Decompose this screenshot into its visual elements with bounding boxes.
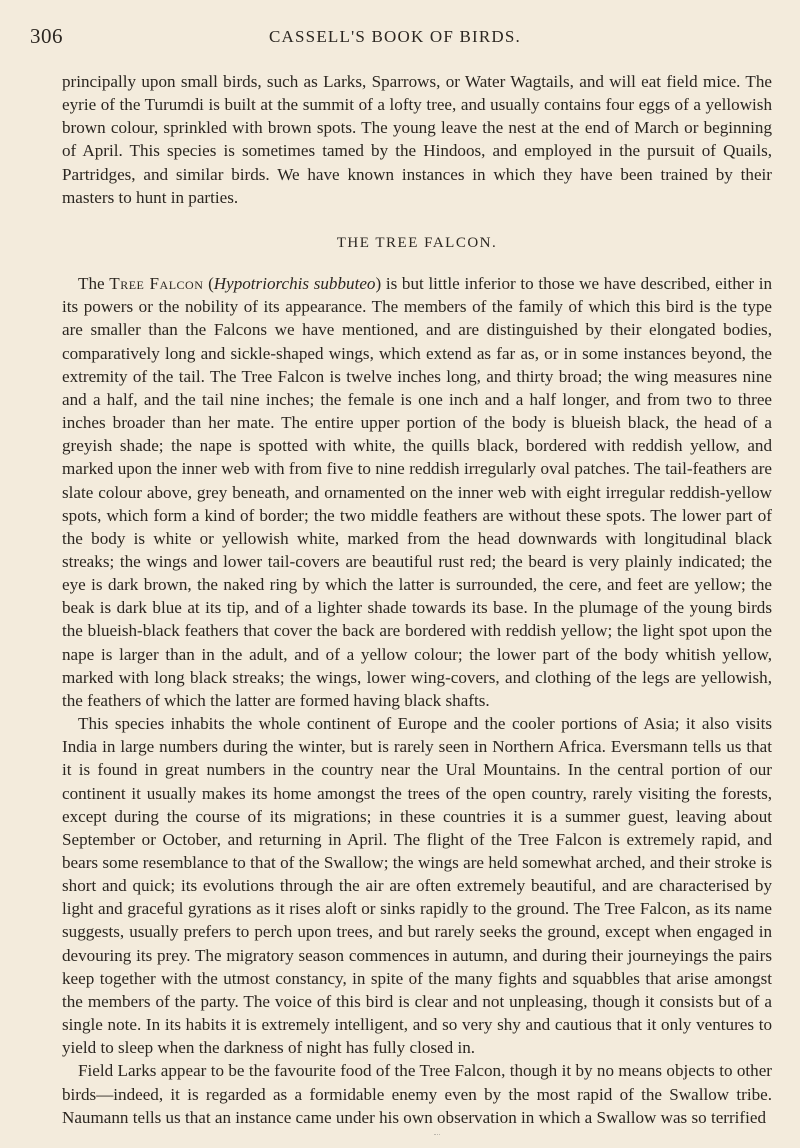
section-heading: THE TREE FALCON. xyxy=(336,234,498,251)
page-number: 306 xyxy=(30,24,63,48)
paragraph-habitat: This species inhabits the whole continent of Europe and the cooler portions of Asia; it also visits India in large numbers during the winter, but is rarely seen in Northern Africa. Eversmann tells us that it is found in great numbers in the country near the Ural Mountains. In the central portion of our continent it usually makes its home amongst the trees of the open country, rarely visiting the forests, except during the course of its migrations; in these countries it is a summer guest, leaving about September or October, and returning in April. The flight of the Tree Falcon is extremely rapid, and bears some resemblance to that of the Swallow; the wings are held somewhat arched, and their stroke is short and quick; its evolutions through the air are often extremely beautiful, and are characterised by light and graceful gyrations as it rises aloft or sinks rapidly to the ground. The Tree Falcon, as its name suggests, usually prefers to perch upon trees, and but rarely seeks the ground, except when engaged in devouring its prey. The migratory season commences in autumn, and during their journeyings the pairs keep together with the utmost constancy, in spite of the many fights and squabbles that arise amongst the members of the party. The voice of this bird is clear and not unpleasing, though it consists but of a single note. In its habits it is extremely intelligent, and so very shy and cautious that it only ventures to yield to sleep when the darkness of night has fully closed in. xyxy=(62,714,772,1058)
description-text: ) is but little inferior to those we have described, either in its powers or the nobility of its appearance. The members of the family of which this bird is the type are smaller than the Falcons we have mentioned, and are distinguished by their elongated bodies, comparatively long and sickle-shaped wings, which extend as far as, or in some instances beyond, the extremity of the tail. The Tree Falcon is twelve inches long, and thirty broad; the wing measures nine and a half, and the tail nine inches; the female is one inch and a half longer, and from two to three inches broader than her mate. The entire upper portion of the body is blueish black, the head of a greyish shade; the nape is spotted with white, the quills black, bordered with reddish yellow, and marked upon the inner web with from five to nine reddish irregularly oval patches. The tail-feathers are slate colour above, grey beneath, and ornamented on the inner web with eight irregular reddish-yellow spots, which form a kind of border; the two middle feathers are without these spots. The lower part of the body is white or yellowish white, marked from the head downwards with longitudinal black streaks; the wings and lower tail-covers are beautiful rust red; the beard is very plainly indicated; the eye is dark brown, the naked ring by which the latter is surrounded, the cere, and feet are yellow; the beak is dark blue at its tip, and of a lighter shade towards its base. In the plumage of the young birds the blueish-black feathers that cover the back are bordered with reddish yellow; the light spot upon the nape is larger than in the adult, and of a yellow colour; the lower part of the body whitish yellow, marked with long black streaks; the wings, lower wing-covers, and clothing of the legs are yellowish, the feathers of which the latter are formed having black shafts. xyxy=(62,274,773,710)
paragraph-tree-falcon-description xyxy=(62,272,772,712)
print-speck xyxy=(434,1134,440,1139)
latin-name: Hypotriorchis subbuteo xyxy=(213,274,376,294)
lead-word: The xyxy=(78,274,105,294)
paragraph-food: Field Larks appear to be the favourite food of the Tree Falcon, though it by no means objects to other birds—indeed, it is regarded as a formidable enemy even by the most rapid of the Swallow tribe. Naumann tells us that an instance came under his own observation in which a Swallow was so terrified xyxy=(62,1061,772,1127)
species-name: Tree Falcon xyxy=(109,274,204,294)
body-text xyxy=(62,70,772,1129)
running-title: CASSELL'S BOOK OF BIRDS. xyxy=(269,27,521,46)
paragraph-turumdi: principally upon small birds, such as Larks, Sparrows, or Water Wagtails, and will eat field mice. The eyrie of the Turumdi is built at the summit of a lofty tree, and usually contains four eggs of a yellowish brown colour, sprinkled with brown spots. The young leave the nest at the end of March or beginning of April. This species is sometimes tamed by the Hindoos, and employed in the pursuit of Quails, Partridges, and similar birds. We have known instances in which they have been trained by their masters to hunt in parties. xyxy=(62,72,772,207)
page-header xyxy=(30,24,760,54)
open-paren: ( xyxy=(208,274,214,294)
